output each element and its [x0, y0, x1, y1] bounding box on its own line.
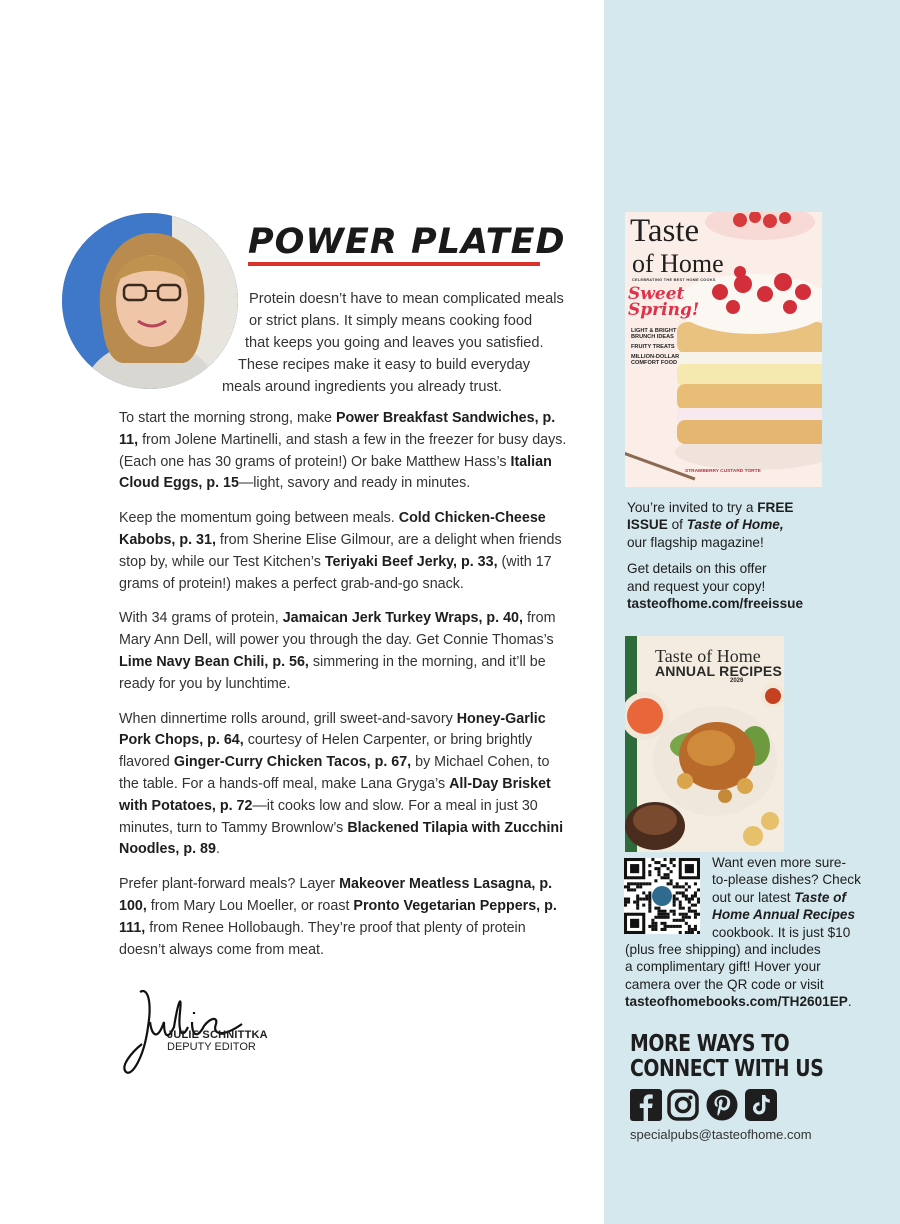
- facebook-icon[interactable]: [630, 1089, 662, 1121]
- offer-issue: ISSUE: [627, 517, 668, 533]
- offer-free: FREE: [757, 500, 794, 515]
- paragraph-text: from Mary Lou Moeller, or roast: [146, 897, 354, 914]
- paragraph-text: —it cooks low and slow. For a meal in just 30 minutes, turn to Tammy Brownlow’s: [119, 797, 538, 836]
- article-paragraph: [119, 508, 569, 595]
- promo-text: .: [847, 994, 852, 1010]
- paragraph-text: from Mary Ann Dell, will power you through the day. Get Connie Thomas’s: [119, 610, 556, 649]
- recipe-reference: Ginger-Curry Chicken Tacos, p. 67,: [173, 754, 412, 771]
- connect-heading: [630, 1032, 823, 1082]
- paragraph-text: courtesy of Helen Carpenter, or bring brightly flavored: [119, 732, 533, 771]
- paragraph-text: by Michael Cohen, to the table. For a hands-off meal, make Lana Gryga’s: [119, 754, 550, 792]
- paragraph-text: .: [215, 841, 220, 858]
- intro-line: that keeps you going and leaves you satisfied.: [245, 335, 544, 351]
- cover-line: LIGHT & BRIGHT BRUNCH IDEAS: [631, 328, 677, 340]
- cookbook-link[interactable]: tasteofhomebooks.com/TH2601EP: [625, 994, 848, 1010]
- pinterest-icon[interactable]: [706, 1089, 738, 1121]
- cover-line: FRUITY TREATS: [631, 344, 675, 350]
- offer-text: You’re invited to try a: [627, 500, 758, 515]
- instagram-icon[interactable]: [667, 1089, 699, 1121]
- author-photo: [62, 213, 238, 389]
- intro-line: or strict plans. It simply means cooking food: [249, 313, 533, 329]
- recipe-reference: Italian Cloud Eggs, p. 15: [119, 453, 552, 492]
- article-paragraph: [119, 709, 569, 862]
- offer-text: our flagship magazine!: [627, 534, 764, 550]
- offer-text: Get details on this offer: [627, 561, 767, 577]
- promo-text: camera over the QR code or visit: [625, 976, 824, 992]
- paragraph-text: from Renee Hollobaugh. They’re proof that plenty of protein doesn’t always come from meat.: [119, 919, 526, 958]
- paragraph-text: (with 17 grams of protein!) makes a perfect grab-and-go snack.: [119, 553, 552, 592]
- article-paragraph: [119, 874, 569, 961]
- paragraph-text: simmering in the morning, and it’ll be ready for you by lunchtime.: [119, 653, 546, 692]
- book-year: 2026: [730, 678, 744, 684]
- recipe-reference: Pronto Vegetarian Peppers, p. 111,: [119, 897, 557, 936]
- article-paragraph: [119, 608, 569, 695]
- paragraph-text: To start the morning strong, make: [119, 410, 336, 426]
- promo-book-name: Taste of: [794, 889, 846, 905]
- article-paragraph: [119, 408, 569, 495]
- promo-text: Want even more sure-: [712, 855, 846, 870]
- contact-email[interactable]: specialpubs@tasteofhome.com: [630, 1127, 812, 1142]
- cover-brand: Taste: [630, 213, 700, 249]
- intro-line: These recipes make it easy to build everyday: [238, 357, 531, 373]
- book-brand: Taste of Home: [655, 646, 761, 666]
- recipe-reference: Makeover Meatless Lasagna, p. 100,: [119, 876, 553, 914]
- editor-role: DEPUTY EDITOR: [167, 1041, 256, 1053]
- cover-bottom-text: STRAWBERRY CUSTARD TORTE: [685, 469, 761, 474]
- cookbook-promo-continued: [625, 941, 895, 1011]
- intro-line: meals around ingredients you already trust.: [222, 379, 502, 395]
- recipe-reference: Lime Navy Bean Chili, p. 56,: [119, 653, 309, 670]
- offer-text: of: [667, 517, 687, 533]
- paragraph-text: Keep the momentum going between meals.: [119, 510, 399, 527]
- paragraph-text: When dinnertime rolls around, grill sweet-and-savory: [119, 710, 457, 727]
- book-title: ANNUAL RECIPES: [655, 663, 783, 679]
- paragraph-text: —light, savory and ready in minutes.: [238, 475, 471, 492]
- paragraph-text: from Sherine Elise Gilmour, are a delight when friends stop by, while our Test Kitchen’s: [119, 531, 562, 570]
- recipe-reference: Power Breakfast Sandwiches, p. 11,: [119, 410, 556, 448]
- free-issue-offer: [627, 499, 887, 612]
- cover-headline: [628, 286, 699, 318]
- promo-text: cookbook. It is just $10: [712, 924, 851, 940]
- title-underline: [248, 262, 540, 266]
- connect-heading-line: CONNECT WITH US: [630, 1056, 824, 1082]
- recipe-reference: Teriyaki Beef Jerky, p. 33,: [324, 553, 498, 570]
- editor-name: JULIE SCHNITTKA: [167, 1029, 268, 1041]
- recipe-reference: Cold Chicken-Cheese Kabobs, p. 31,: [119, 510, 546, 548]
- paragraph-text: from Jolene Martinelli, and stash a few in the freezer for busy days. (Each one has 30 grams of protein!) Or bake Matthew Hass’s: [119, 431, 567, 470]
- magazine-cover[interactable]: [625, 212, 822, 487]
- offer-magazine-name: Taste of Home,: [686, 517, 784, 533]
- article-body: [119, 408, 569, 974]
- recipe-reference: Honey-Garlic Pork Chops, p. 64,: [119, 710, 546, 749]
- recipe-reference: Blackened Tilapia with Zucchini Noodles, p. 89: [119, 819, 564, 858]
- tiktok-icon[interactable]: [745, 1089, 777, 1121]
- paragraph-text: With 34 grams of protein,: [119, 610, 283, 627]
- promo-text: (plus free shipping) and includes: [625, 942, 821, 957]
- recipe-reference: All-Day Brisket with Potatoes, p. 72: [119, 775, 551, 814]
- cover-brand-sub: of Home: [632, 249, 724, 278]
- cover-headline-line: Sweet: [628, 284, 685, 304]
- cookbook-promo: [712, 854, 882, 941]
- cover-headline-line: Spring!: [628, 300, 700, 320]
- connect-heading-line: MORE WAYS TO: [630, 1031, 790, 1057]
- promo-text: to-please dishes? Check: [712, 872, 861, 888]
- promo-text: a complimentary gift! Hover your: [625, 959, 821, 975]
- cover-tagline: CELEBRATING THE BEST HOME COOKS: [632, 278, 716, 282]
- promo-book-name: Home Annual Recipes: [712, 907, 856, 923]
- intro-line: Protein doesn’t have to mean complicated meals: [249, 291, 564, 307]
- recipe-reference: Jamaican Jerk Turkey Wraps, p. 40,: [282, 610, 523, 627]
- promo-text: out our latest: [712, 889, 795, 905]
- annual-recipes-cover[interactable]: [625, 636, 784, 852]
- qr-code[interactable]: [624, 858, 700, 934]
- cover-line: MILLION-DOLLAR COMFORT FOOD: [631, 354, 680, 366]
- paragraph-text: Prefer plant-forward meals? Layer: [119, 876, 340, 893]
- offer-text: and request your copy!: [627, 578, 766, 594]
- page-title: POWER PLATED: [248, 222, 566, 262]
- free-issue-link[interactable]: tasteofhome.com/freeissue: [627, 596, 804, 612]
